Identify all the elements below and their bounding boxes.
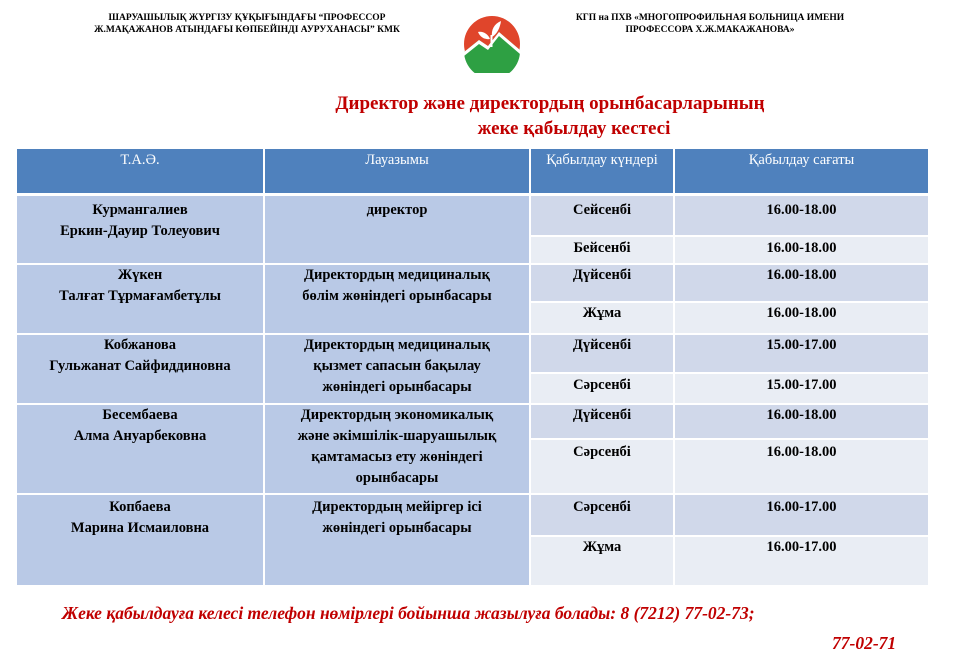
header-left-line2: Ж.МАҚАЖАНОВ АТЫНДАҒЫ КӨПБЕЙІНДІ АУРУХАНАСЫ” КМК bbox=[94, 25, 400, 35]
table-row-name bbox=[17, 495, 263, 585]
table-cell-time: 16.00-18.00 bbox=[675, 265, 928, 301]
position-line: директор bbox=[366, 202, 428, 218]
column-header-name: Т.А.Ә. bbox=[17, 149, 263, 193]
position-line: қамтамасыз ету жөніндегі bbox=[311, 449, 483, 465]
position-line: Директордың мейіргер ісі bbox=[312, 499, 482, 515]
title-line2: жеке қабылдау кестесі bbox=[477, 118, 671, 139]
table-cell-time: 16.00-18.00 bbox=[675, 237, 928, 263]
table-cell-day: Сәрсенбі bbox=[531, 374, 673, 403]
name-line1: Бесембаева bbox=[102, 407, 178, 423]
name-line1: Курмангалиев bbox=[92, 202, 188, 218]
table-row-position bbox=[265, 335, 529, 403]
hospital-logo-icon bbox=[461, 15, 523, 73]
name-line2: Талғат Тұрмағамбетұлы bbox=[59, 288, 221, 304]
table-cell-day: Сейсенбі bbox=[531, 196, 673, 235]
name-line2: Марина Исмаиловна bbox=[70, 520, 210, 536]
table-row-position bbox=[265, 405, 529, 493]
table-cell-time: 16.00-18.00 bbox=[675, 440, 928, 493]
position-line: қызмет сапасын бақылау bbox=[313, 358, 481, 374]
table-row-position bbox=[265, 495, 529, 585]
table-cell-day: Дүйсенбі bbox=[531, 265, 673, 301]
table-cell-day: Дүйсенбі bbox=[531, 335, 673, 372]
footer-line2: 77-02-71 bbox=[832, 633, 897, 653]
name-line2: Алма Ануарбековна bbox=[73, 428, 207, 444]
position-line: жөніндегі орынбасары bbox=[322, 520, 472, 536]
table-row-position bbox=[265, 196, 529, 263]
table-cell-time: 15.00-17.00 bbox=[675, 374, 928, 403]
table-cell-day: Жұма bbox=[531, 303, 673, 333]
table-cell-time: 16.00-18.00 bbox=[675, 405, 928, 438]
name-line2: Еркин-Дауир Толеуович bbox=[60, 223, 220, 239]
position-line: Директордың экономикалық bbox=[300, 407, 494, 423]
table-cell-time: 16.00-18.00 bbox=[675, 303, 928, 333]
position-line: жөніндегі орынбасары bbox=[322, 379, 472, 395]
header-left-line1: ШАРУАШЫЛЫҚ ЖҮРГІЗУ ҚҰҚЫҒЫНДАҒЫ “ПРОФЕССОР bbox=[108, 13, 386, 23]
column-header-days: Қабылдау күндері bbox=[531, 149, 673, 193]
table-cell-day: Сәрсенбі bbox=[531, 440, 673, 493]
name-line1: Жүкен bbox=[117, 267, 163, 283]
table-cell-time: 16.00-18.00 bbox=[675, 196, 928, 235]
name-line1: Копбаева bbox=[109, 499, 171, 515]
name-line2: Гульжанат Сайфиддиновна bbox=[49, 358, 231, 374]
table-row-position bbox=[265, 265, 529, 333]
table-cell-day: Бейсенбі bbox=[531, 237, 673, 263]
table-cell-day: Сәрсенбі bbox=[531, 495, 673, 535]
table-cell-time: 16.00-17.00 bbox=[675, 537, 928, 585]
table-row-name bbox=[17, 265, 263, 333]
column-header-hours: Қабылдау сағаты bbox=[675, 149, 928, 193]
table-row-name bbox=[17, 405, 263, 493]
position-line: орынбасары bbox=[355, 470, 439, 486]
column-header-position: Лауазымы bbox=[265, 149, 529, 193]
footer-line1: Жеке қабылдауға келесі телефон нөмірлері бойынша жазылуға болады: 8 (7212) 77-02-73; bbox=[62, 603, 755, 623]
table-cell-time: 15.00-17.00 bbox=[675, 335, 928, 372]
position-line: Директордың медициналық bbox=[304, 337, 490, 353]
header-right-org-name bbox=[540, 12, 880, 36]
header-right-line2: ПРОФЕССОРА Х.Ж.МАКАЖАНОВА» bbox=[625, 25, 795, 35]
header-left-org-name bbox=[72, 12, 422, 36]
name-line1: Кобжанова bbox=[103, 337, 177, 353]
table-row-name bbox=[17, 196, 263, 263]
table-cell-day: Дүйсенбі bbox=[531, 405, 673, 438]
position-line: және әкімшілік-шаруашылық bbox=[297, 428, 497, 444]
reception-schedule-table bbox=[17, 149, 928, 585]
position-line: Директордың медициналық bbox=[304, 267, 490, 283]
table-cell-time: 16.00-17.00 bbox=[675, 495, 928, 535]
header-right-line1: КГП на ПХВ «МНОГОПРОФИЛЬНАЯ БОЛЬНИЦА ИМЕНИ bbox=[575, 13, 845, 23]
position-line: бөлім жөніндегі орынбасары bbox=[302, 288, 492, 304]
table-row-name bbox=[17, 335, 263, 403]
page-title bbox=[200, 91, 900, 141]
title-line1: Директор және директордың орынбасарларының bbox=[335, 93, 765, 114]
table-cell-day: Жұма bbox=[531, 537, 673, 585]
